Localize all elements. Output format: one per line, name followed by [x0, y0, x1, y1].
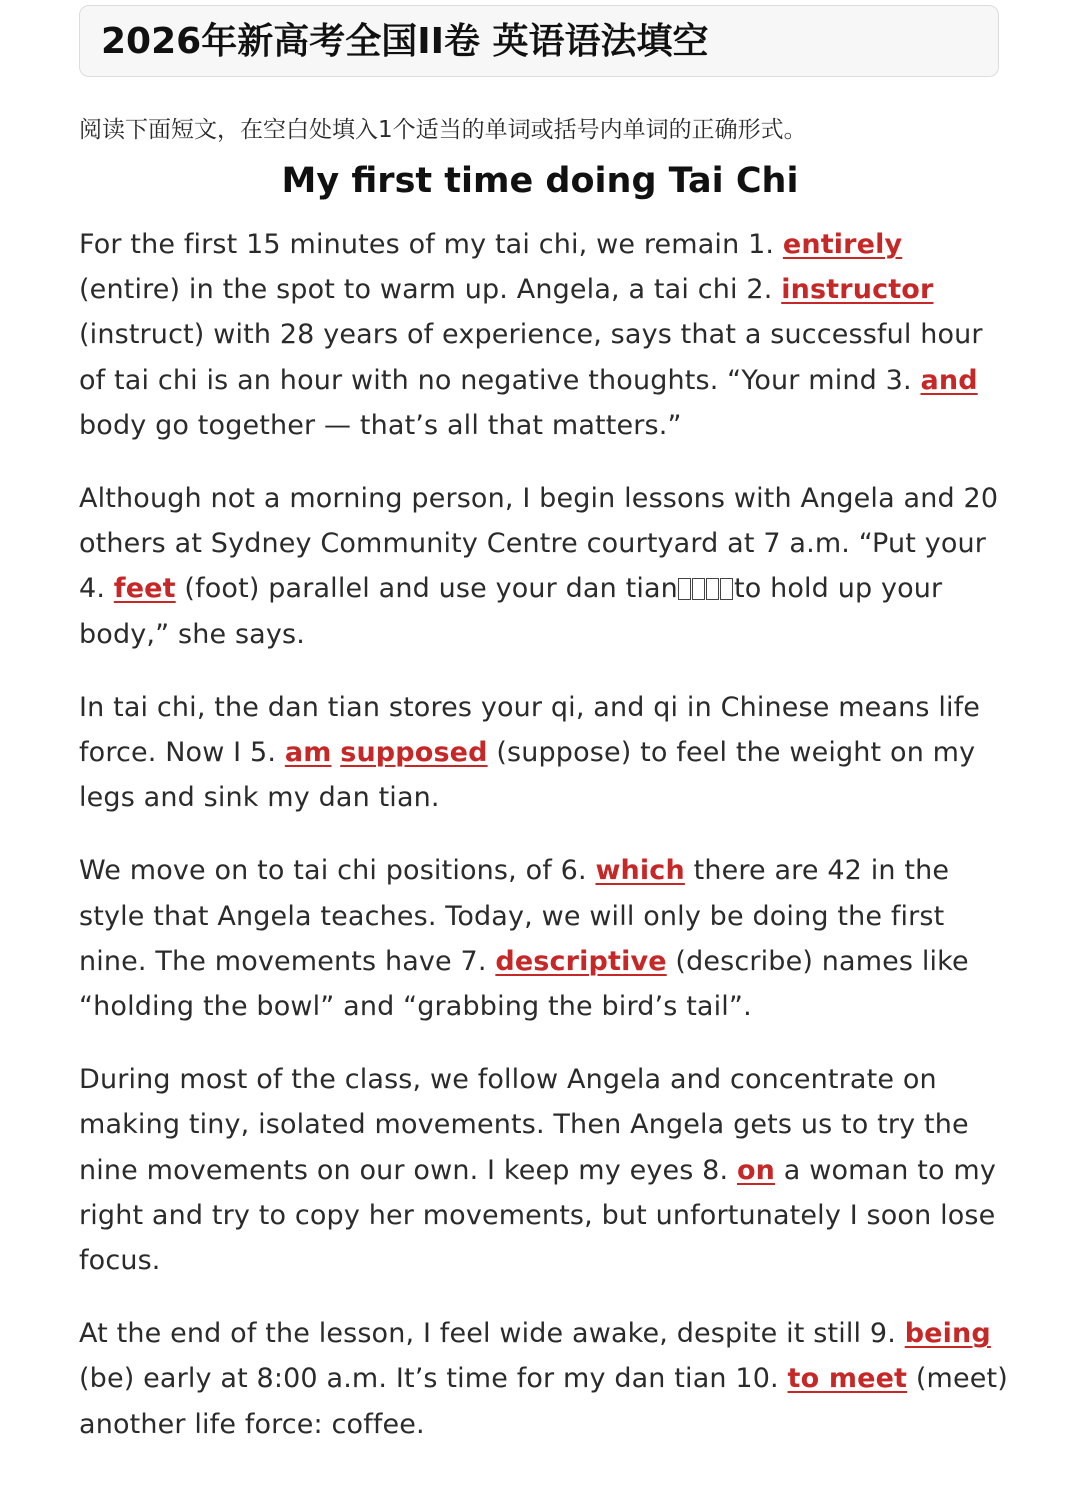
- passage-text: (entire) in the spot to warm up. Angela, a tai chi 2.: [79, 274, 782, 306]
- answer-word: to meet: [787, 1363, 908, 1395]
- missing-glyph-box: [692, 578, 705, 600]
- answer-word: am: [284, 737, 332, 769]
- paragraph: [79, 476, 1009, 657]
- answer-word: instructor: [781, 274, 934, 306]
- passage-text: body go together — that’s all that matters.”: [79, 409, 682, 441]
- instruction-text: 阅读下面短文，在空白处填入1个适当的单词或括号内单词的正确形式。: [79, 117, 807, 143]
- passage-text: (instruct) with 28 years of experience, says that a successful hour of tai chi is an hour with no negative thoughts. “Your mind 3.: [79, 319, 983, 396]
- passage-text: During most of the class, we follow Angela and concentrate on making tiny, isolated movements. Then Angela gets us to try the nine movements on our own. I keep my eyes 8.: [79, 1064, 969, 1186]
- missing-glyph-box: [706, 578, 719, 600]
- passage-text: For the first 15 minutes of my tai chi, we remain 1.: [79, 229, 783, 260]
- paragraph: [79, 685, 1009, 821]
- passage-text: (be) early at 8:00 a.m. It’s time for my dan tian 10.: [79, 1363, 788, 1395]
- answer-word: supposed: [340, 737, 488, 769]
- passage-text: (suppose) to feel the weight on my legs and sink my dan tian.: [79, 737, 976, 814]
- header-card: [79, 5, 999, 77]
- answer-word: entirely: [782, 229, 903, 260]
- passage-body: [79, 222, 1009, 1475]
- passage-text: a woman to my right and try to copy her movements, but unfortunately I soon lose focus.: [79, 1154, 996, 1277]
- passage-title: My first time doing Tai Chi: [281, 161, 799, 201]
- paragraph: [79, 1057, 1009, 1283]
- answer-word: being: [904, 1318, 991, 1350]
- passage-text: We move on to tai chi positions, of 6.: [79, 855, 596, 887]
- passage-text: In tai chi, the dan tian stores your qi, and qi in Chinese means life force. Now I 5.: [79, 691, 981, 769]
- missing-glyph-box: [720, 578, 733, 600]
- answer-word: which: [595, 855, 685, 887]
- paragraph: [79, 848, 1009, 1029]
- passage-text: [331, 737, 340, 768]
- passage-text: Although not a morning person, I begin lessons with Angela and 20 others at Sydney Community Centre courtyard at 7 a.m. “Put your 4.: [79, 483, 999, 605]
- answer-word: descriptive: [495, 945, 667, 977]
- answer-word: on: [736, 1154, 776, 1186]
- page-title: 2026年新高考全国II卷 英语语法填空: [101, 21, 709, 62]
- passage-text: (describe) names like “holding the bowl” and “grabbing the bird’s tail”.: [79, 945, 969, 1023]
- passage-text: there are 42 in the style that Angela teaches. Today, we will only be doing the first nine. The movements have 7.: [79, 855, 950, 977]
- answer-word: and: [920, 364, 978, 396]
- paragraph: [79, 222, 1009, 448]
- paragraph: [79, 1311, 1009, 1447]
- passage-text: to hold up your body,” she says.: [79, 573, 943, 650]
- passage-text: At the end of the lesson, I feel wide awake, despite it still 9.: [79, 1318, 905, 1350]
- answer-word: feet: [113, 573, 176, 605]
- missing-glyph-box: [678, 578, 691, 600]
- passage-text: (meet) another life force: coffee.: [79, 1363, 1008, 1440]
- passage-text: (foot) parallel and use your dan tian: [175, 573, 678, 605]
